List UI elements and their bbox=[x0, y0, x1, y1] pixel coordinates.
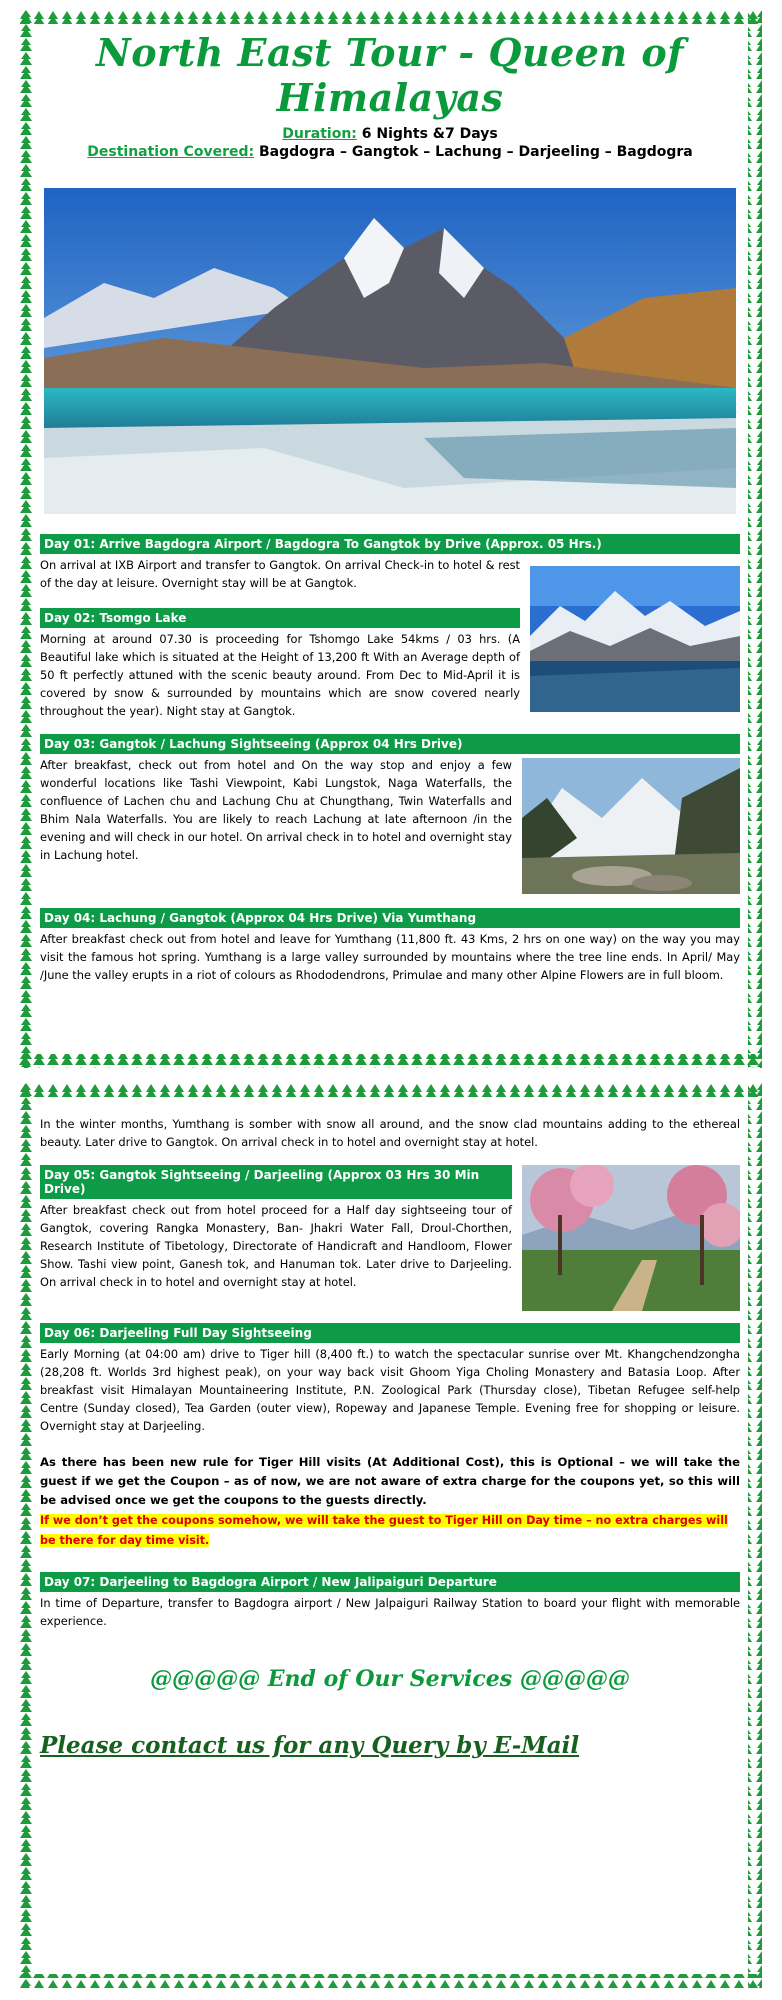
contact-email-link[interactable]: Please contact us for any Query by E-Mail bbox=[40, 1732, 580, 1759]
page-1 bbox=[18, 10, 762, 1068]
day-04-text-continued: In the winter months, Yumthang is somber with snow all around, and the snow clad mountains adding to the ethereal beauty. Later drive to Gangtok. On arrival check in to hotel and overnight stay at hotel. bbox=[40, 1117, 740, 1149]
day-01-title: Day 01: Arrive Bagdogra Airport / Bagdogra To Gangtok by Drive (Approx. 05 Hrs.) bbox=[40, 534, 740, 554]
hero-mountain-lake-image bbox=[44, 188, 736, 514]
destination-line bbox=[40, 144, 740, 160]
day-07-section bbox=[40, 1572, 740, 1630]
page-2 bbox=[18, 1083, 762, 1988]
tsomgo-lake-image bbox=[530, 566, 740, 712]
day-02-title: Day 02: Tsomgo Lake bbox=[40, 608, 520, 628]
tiger-hill-alt-wrap bbox=[40, 1510, 740, 1550]
day-05-text: After breakfast check out from hotel proceed for a Half day sightseeing tour of Gangtok, covering Rangka Monastery, Ban- Jhakri Water Fall, Droul-Chorthen, Research Institute of Tibetology, Directorate of Handicraft and Handloom, Flower Show. Tashi view point, Ganesh tok, and Hanuman tok. Later drive to Darjeeling. On arrival check in to hotel and overnight stay at hotel. bbox=[40, 1203, 512, 1289]
destination-value: Bagdogra – Gangtok – Lachung – Darjeeling – Bagdogra bbox=[258, 144, 693, 160]
day-07-text: In time of Departure, transfer to Bagdogra airport / New Jalpaiguri Railway Station to board your flight with memorable experience. bbox=[40, 1596, 740, 1628]
day-06-title: Day 06: Darjeeling Full Day Sightseeing bbox=[40, 1323, 740, 1343]
day-06-text: Early Morning (at 04:00 am) drive to Tiger hill (8,400 ft.) to watch the spectacular sunrise over Mt. Khangchendzongha (28,208 ft. Worlds 3rd highest peak), on your way back visit Ghoom Yiga Choling Monastery and Batasia Loop. After breakfast visit Himalayan Mountaineering Institute, P.N. Zoological Park (Thursday close), Tibetan Refugee self-help Centre (Sunday closed), Tea Garden (outer view), Ropeway and Japanese Temple. Evening free for shopping or leisure. Overnight stay at Darjeeling. bbox=[40, 1347, 740, 1433]
day-03-section bbox=[40, 734, 740, 864]
day-05-section bbox=[40, 1165, 740, 1291]
darjeeling-blossom-image bbox=[522, 1165, 740, 1311]
day-01-text: On arrival at IXB Airport and transfer to Gangtok. On arrival Check-in to hotel & rest of the day at leisure. Overnight stay will be at Gangtok. bbox=[40, 558, 520, 590]
day-07-title: Day 07: Darjeeling to Bagdogra Airport / New Jalipaiguri Departure bbox=[40, 1572, 740, 1592]
day-03-title: Day 03: Gangtok / Lachung Sightseeing (Approx 04 Hrs Drive) bbox=[40, 734, 740, 754]
day-02-text: Morning at around 07.30 is proceeding for Tshomgo Lake 54kms / 03 hrs. (A Beautiful lake which is situated at the Height of 13,200 ft With an Average depth of 50 ft perfectly attuned with the scenic beauty around. From Dec to Mid-April it is covered by snow & surrounded by mountains which are snow covered nearly throughout the year). Night stay at Gangtok. bbox=[40, 632, 520, 718]
day-05-title: Day 05: Gangtok Sightseeing / Darjeeling (Approx 03 Hrs 30 Min Drive) bbox=[40, 1165, 512, 1199]
day-03-text: After breakfast, check out from hotel and On the way stop and enjoy a few wonderful locations like Tashi Viewpoint, Kabi Lungstok, Naga Waterfalls, the confluence of Lachen chu and Lachung Chu at Chungthang, Twin Waterfalls and Bhim Nala Waterfalls. You are likely to reach Lachung at late afternoon /in the evening and will check in our hotel. On arrival check in to hotel and overnight stay in Lachung hotel. bbox=[40, 758, 512, 862]
day-01-section bbox=[40, 534, 740, 592]
destination-label: Destination Covered: bbox=[87, 144, 255, 160]
page-title: North East Tour - Queen of Himalayas bbox=[95, 30, 685, 120]
duration-label: Duration: bbox=[282, 126, 357, 142]
duration-line bbox=[40, 126, 740, 142]
tiger-hill-alt-note: If we don’t get the coupons somehow, we will take the guest to Tiger Hill on Day time – no extra charges will be there for day time visit. bbox=[40, 1514, 728, 1547]
tiger-hill-note: As there has been new rule for Tiger Hill visits (At Additional Cost), this is Optional – we will take the guest if we get the Coupon – as of now, we are not aware of extra charge for the coupons yet, so this will be advised once we get the coupons to the guests directly. bbox=[40, 1455, 740, 1507]
day-04-section bbox=[40, 908, 740, 984]
lachung-valley-image bbox=[522, 758, 740, 894]
duration-value: 6 Nights &7 Days bbox=[361, 126, 498, 142]
day-04-title: Day 04: Lachung / Gangtok (Approx 04 Hrs Drive) Via Yumthang bbox=[40, 908, 740, 928]
day-04-text: After breakfast check out from hotel and leave for Yumthang (11,800 ft. 43 Kms, 2 hrs on one way) on the way you may visit the famous hot spring. Yumthang is a large valley surrounded by mountains where the tree line ends. In April/ May /June the valley erupts in a riot of colours as Rhododendrons, Primulae and many other Alpine Flowers are in full bloom. bbox=[40, 932, 740, 982]
day-06-section bbox=[40, 1323, 740, 1435]
end-of-services: @@@@@ End of Our Services @@@@@ bbox=[150, 1666, 630, 1692]
